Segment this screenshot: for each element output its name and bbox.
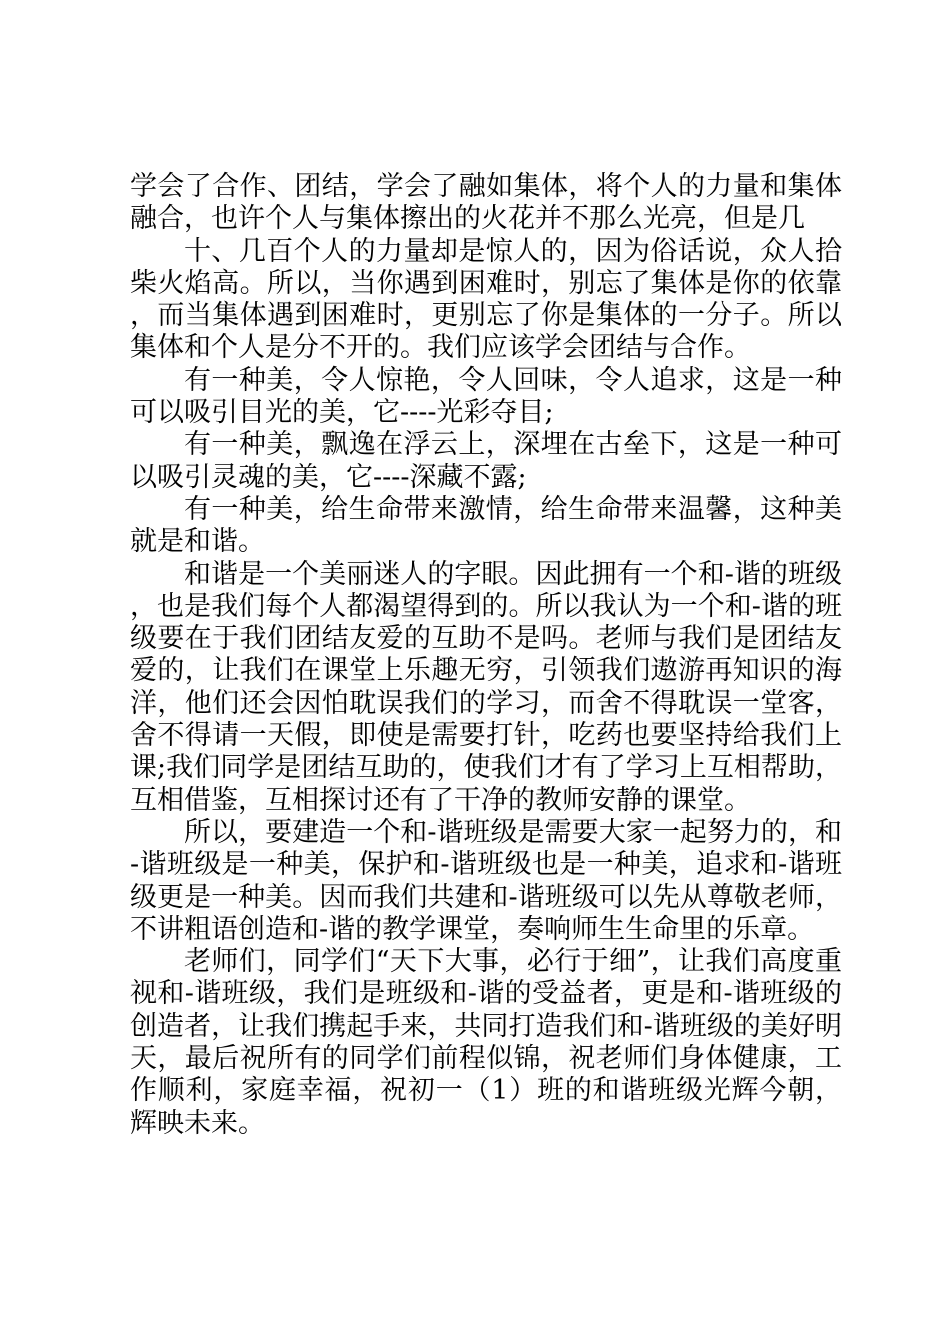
paragraph-2: 十、几百个人的力量却是惊人的，因为俗话说，众人拾柴火焰高。所以，当你遇到困难时，别忘了集体是你的依靠，而当集体遇到困难时，更别忘了你是集体的一分子。所以集体和个人是分不开的。我们应该学会团结与合作。 xyxy=(130,235,842,364)
paragraph-5: 有一种美，给生命带来激情，给生命带来温馨，这种美就是和谐。 xyxy=(130,493,842,558)
paragraph-1: 学会了合作、团结，学会了融如集体，将个人的力量和集体融合，也许个人与集体擦出的火花并不那么光亮，但是几 xyxy=(130,171,842,235)
paragraph-8: 老师们，同学们“天下大事，必行于细”，让我们高度重视和-谐班级，我们是班级和-谐的受益者，更是和-谐班级的创造者，让我们携起手来，共同打造我们和-谐班级的美好明天，最后祝所有的同学们前程似锦，祝老师们身体健康，工作顺利，家庭幸福，祝初一（1）班的和谐班级光辉今朝，辉映未来。 xyxy=(130,946,842,1139)
paragraph-6: 和谐是一个美丽迷人的字眼。因此拥有一个和-谐的班级，也是我们每个人都渴望得到的。所以我认为一个和-谐的班级要在于我们团结友爱的互助不是吗。老师与我们是团结友爱的，让我们在课堂上乐趣无穷，引领我们遨游再知识的海洋，他们还会因怕耽误我们的学习，而舍不得耽误一堂客，舍不得请一天假，即使是需要打针，吃药也要坚持给我们上课;我们同学是团结互助的，使我们才有了学习上互相帮助，互相借鉴，互相探讨还有了干净的教师安静的课堂。 xyxy=(130,558,842,816)
document-body xyxy=(130,171,842,1140)
paragraph-4: 有一种美，飘逸在浮云上，深埋在古垒下，这是一种可以吸引灵魂的美，它----深藏不露; xyxy=(130,429,842,493)
paragraph-7: 所以，要建造一个和-谐班级是需要大家一起努力的，和-谐班级是一种美，保护和-谐班级也是一种美，追求和-谐班级更是一种美。因而我们共建和-谐班级可以先从尊敬老师，不讲粗语创造和-谐的教学课堂，奏响师生生命里的乐章。 xyxy=(130,816,842,945)
paragraph-3: 有一种美，令人惊艳，令人回味，令人追求，这是一种可以吸引目光的美，它----光彩夺目; xyxy=(130,364,842,429)
